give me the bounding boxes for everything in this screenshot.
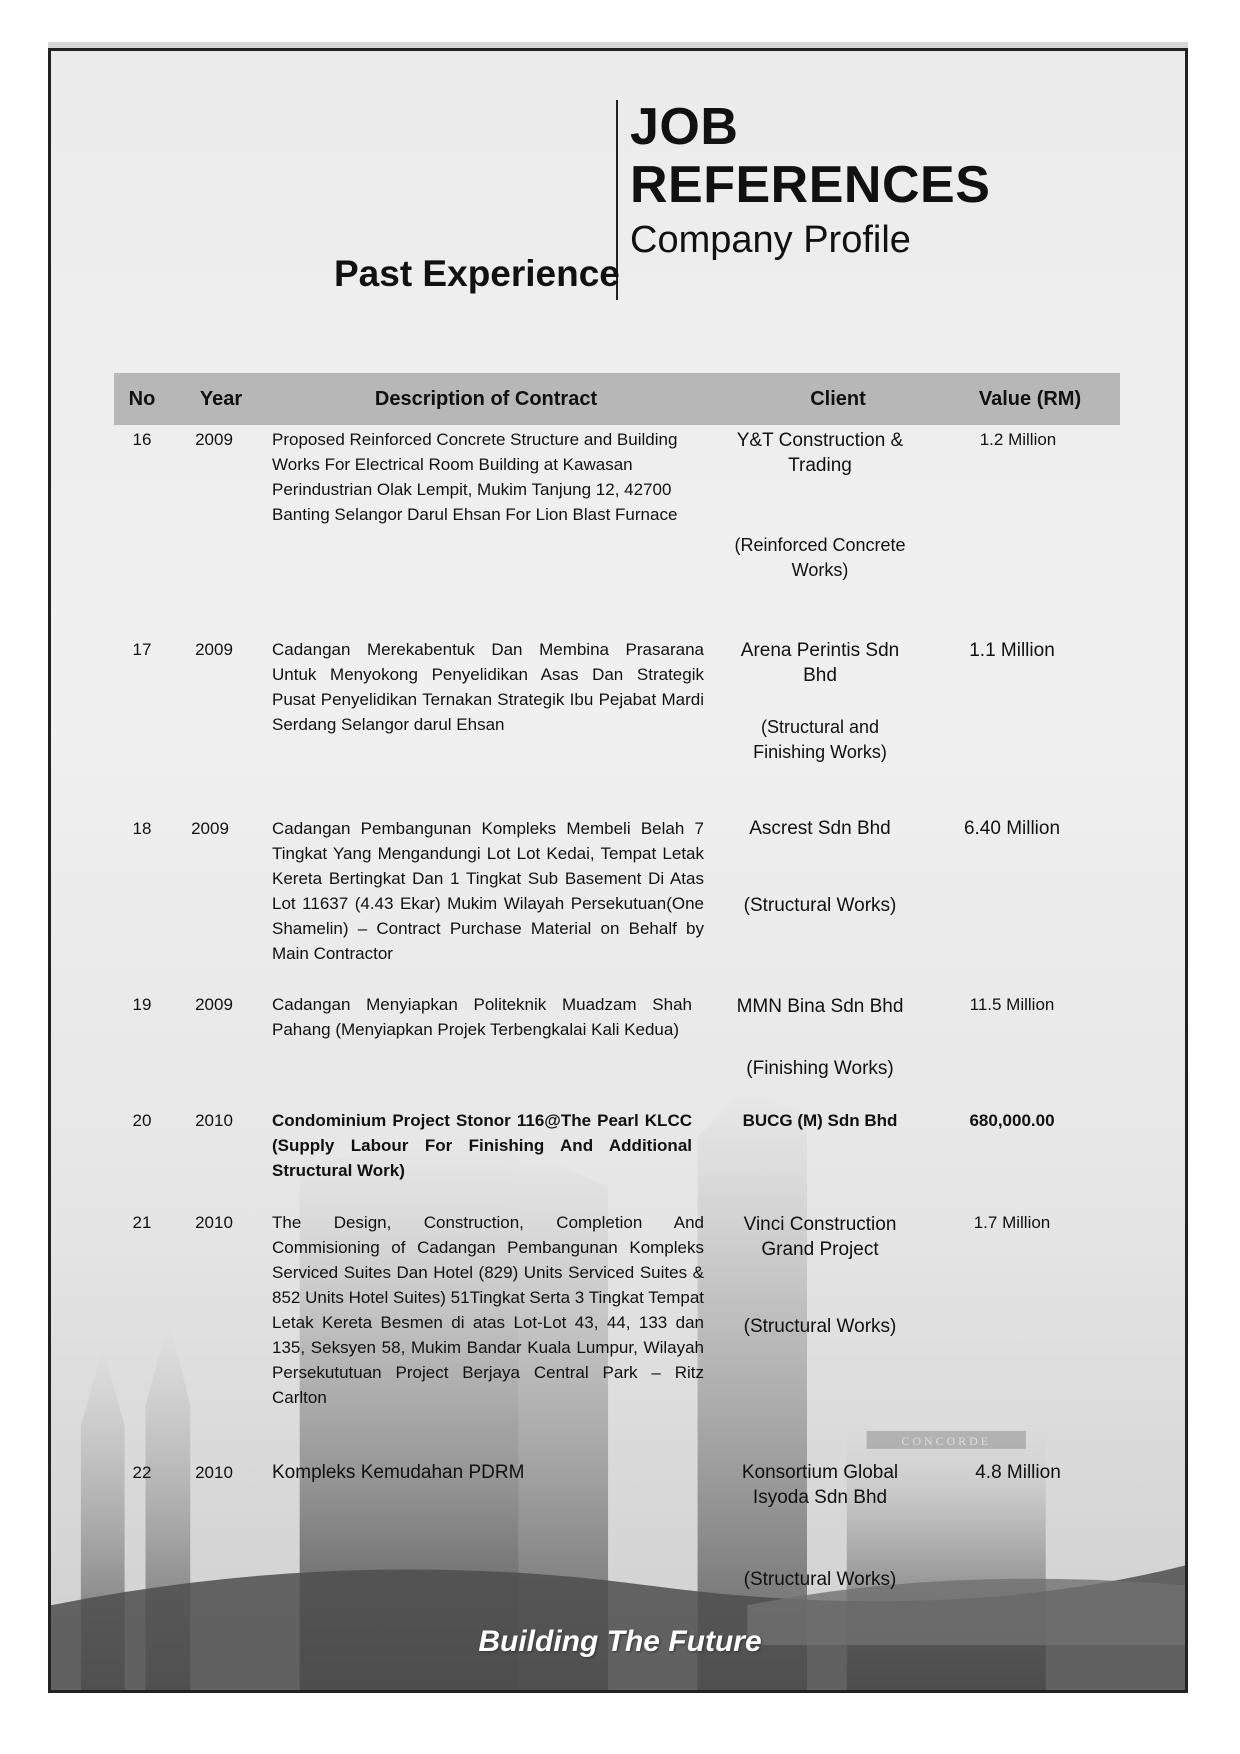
title-references: REFERENCES: [630, 156, 991, 214]
table-header: [114, 373, 1120, 425]
row-description: The Design, Construction, Completion And Commisioning of Cadangan Pembangunan Kompleks Serviced Suites Dan Hotel (829) Units Serviced Suites & 852 Units Hotel Suites) 51Tingkat Serta 3 Tingkat Tempat Letak Kereta Besmen di atas Lot-Lot 43, 44, 133 dan 135, Seksyen 58, Mukim Bandar Kuala Lumpur, Wilayah Persekututuan Project Berjaya Central Park – Ritz Carlton: [272, 1213, 704, 1407]
row-client-note: (Structural Works): [743, 895, 897, 916]
row-value: 6.40 Million: [963, 818, 1061, 839]
col-header-no: No: [128, 388, 156, 410]
row-no: 22: [132, 1463, 152, 1482]
title-job: JOB: [630, 98, 739, 156]
col-header-description: Description of Contract: [374, 388, 598, 410]
col-header-value: Value (RM): [978, 388, 1082, 410]
subtitle-company-profile: Company Profile: [630, 219, 911, 261]
row-client: Arena Perintis Sdn Bhd: [740, 640, 900, 686]
row-description: Condominium Project Stonor 116@The Pearl KLCC (Supply Labour For Finishing And Additional Structural Work): [272, 1111, 692, 1180]
row-description: Cadangan Pembangunan Kompleks Membeli Belah 7 Tingkat Yang Mengandungi Lot Lot Kedai, Tempat Letak Kereta Bertingkat Dan 1 Tingkat Sub Basement Di Atas Lot 11637 (4.43 Ekar) Mukim Wilayah Persekutuan(One Shamelin) – Contract Purchase Material on Behalf by Main Contractor: [272, 819, 704, 963]
row-no: 17: [132, 640, 152, 659]
row-client: Y&T Construction & Trading: [736, 430, 904, 476]
row-value: 1.7 Million: [973, 1213, 1051, 1232]
row-year: 2010: [195, 1213, 233, 1232]
row-value: 1.1 Million: [969, 640, 1055, 661]
row-no: 20: [132, 1111, 152, 1130]
row-description: Cadangan Merekabentuk Dan Membina Prasarana Untuk Menyokong Penyelidikan Asas Dan Strategik Pusat Penyelidikan Ternakan Strategik Ibu Pejabat Mardi Serdang Selangor darul Ehsan: [272, 640, 704, 734]
building-sign: CONCORDE: [901, 1433, 992, 1448]
row-client-note: (Reinforced Concrete Works): [734, 535, 906, 580]
row-no: 21: [132, 1213, 152, 1232]
row-value: 4.8 Million: [975, 1462, 1061, 1483]
col-header-client: Client: [810, 388, 866, 410]
row-client: Vinci Construction Grand Project: [743, 1214, 897, 1260]
row-description: Kompleks Kemudahan PDRM: [272, 1462, 525, 1483]
row-description: Cadangan Menyiapkan Politeknik Muadzam Shah Pahang (Menyiapkan Projek Terbengkalai Kali Kedua): [272, 995, 692, 1039]
row-year: 2010: [195, 1111, 233, 1130]
footer-slogan: Building The Future: [478, 1625, 762, 1658]
row-no: 18: [132, 819, 152, 838]
row-client-note: (Structural Works): [743, 1316, 897, 1337]
row-client-note: (Structural Works): [743, 1569, 897, 1590]
row-year: 2009: [191, 819, 229, 838]
row-client-note: (Structural and Finishing Works): [753, 717, 887, 762]
row-year: 2010: [195, 1463, 233, 1482]
section-past-experience: Past Experience: [334, 253, 620, 294]
row-client: Konsortium Global Isyoda Sdn Bhd: [741, 1462, 899, 1508]
row-client: MMN Bina Sdn Bhd: [736, 996, 904, 1017]
col-header-year: Year: [199, 388, 243, 410]
row-client: Ascrest Sdn Bhd: [749, 818, 891, 839]
row-client-note: (Finishing Works): [746, 1058, 894, 1079]
row-year: 2009: [195, 995, 233, 1014]
row-value: 680,000.00: [969, 1111, 1055, 1130]
row-description: Proposed Reinforced Concrete Structure and Building Works For Electrical Room Building at Kawasan Perindustrian Olak Lempit, Mukim Tanjung 12, 42700 Banting Selangor Darul Ehsan For Lion Blast Furnace: [272, 430, 678, 524]
row-no: 16: [132, 430, 152, 449]
row-year: 2009: [195, 430, 233, 449]
row-value: 1.2 Million: [979, 430, 1057, 449]
row-value: 11.5 Million: [969, 995, 1055, 1014]
row-year: 2009: [195, 640, 233, 659]
row-no: 19: [132, 995, 152, 1014]
row-client: BUCG (M) Sdn Bhd: [742, 1111, 898, 1130]
